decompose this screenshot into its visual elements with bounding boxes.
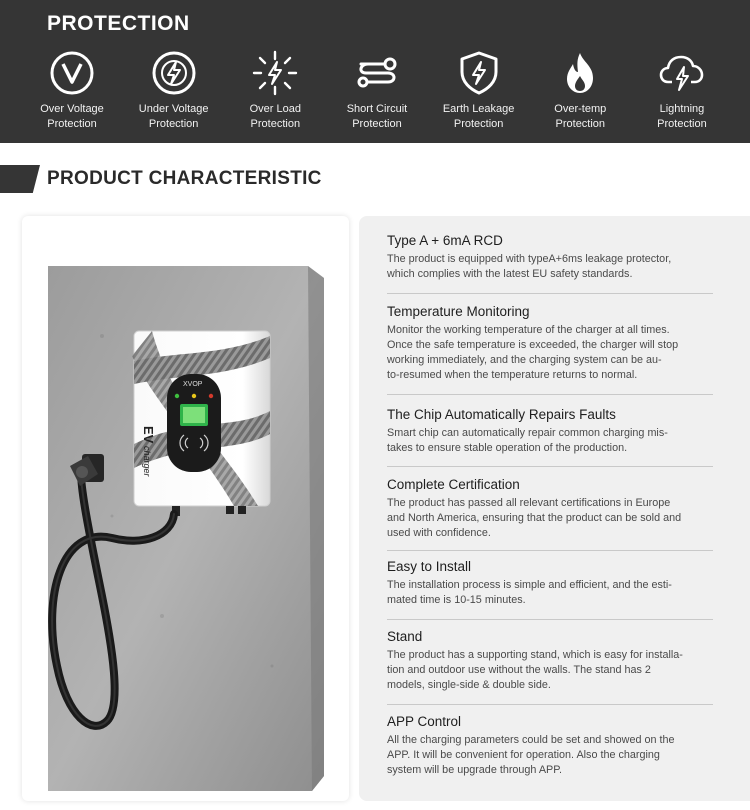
protection-label: Short Circuit — [346, 103, 408, 115]
feature-title: Stand — [387, 629, 423, 644]
characteristics-panel — [359, 216, 750, 801]
feature-certification — [387, 477, 719, 541]
feature-install — [387, 559, 719, 608]
protection-label: Lightning — [659, 103, 705, 115]
feature-description: The product is equipped with typeA+6ms leakage protector, which complies with the latest EU safety standards. — [387, 253, 672, 280]
protection-label: Earth Leakage — [442, 103, 515, 115]
protection-item-short-circuit — [327, 50, 427, 132]
protection-label-sub: Protection — [453, 118, 504, 130]
feature-stand — [387, 629, 719, 693]
over-temp-icon — [557, 50, 603, 96]
protection-label-sub: Protection — [250, 118, 301, 130]
characteristic-title: PRODUCT CHARACTERISTIC — [47, 168, 322, 189]
characteristic-header — [0, 164, 750, 194]
protection-label: Under Voltage — [138, 103, 209, 115]
protection-label: Over-temp — [554, 103, 607, 115]
feature-title: Temperature Monitoring — [387, 304, 530, 319]
feature-description: Monitor the working temperature of the charger at all times. Once the safe temperature is exceeded, the charger will stop working immediately, and the charging system can be au- to-resumed when the temperature returns to normal. — [387, 324, 679, 381]
ev-charger-illustration — [22, 216, 349, 801]
product-image — [22, 216, 349, 801]
feature-app-control — [387, 714, 719, 778]
divider — [387, 293, 713, 294]
brand-logo: XVOP — [183, 381, 203, 388]
protection-label-sub: Protection — [47, 118, 97, 130]
feature-temperature — [387, 304, 719, 383]
divider — [387, 394, 713, 395]
protection-label-sub: Protection — [148, 118, 199, 130]
feature-description: The installation process is simple and efficient, and the esti- mated time is 10-15 minutes. — [387, 579, 672, 606]
feature-description: The product has a supporting stand, which is easy for installa- tion and outdoor use without the walls. The stand has 2 models, single-side & double side. — [387, 649, 683, 691]
protection-label: Over Load — [249, 103, 301, 115]
feature-title: Complete Certification — [387, 477, 520, 492]
protection-list — [22, 50, 732, 132]
protection-label: Over Voltage — [40, 103, 104, 115]
header-tab-decoration — [0, 165, 40, 193]
feature-title: The Chip Automatically Repairs Faults — [387, 407, 616, 422]
feature-rcd — [387, 233, 719, 282]
divider — [387, 466, 713, 467]
protection-item-under-voltage — [124, 50, 224, 132]
feature-title: Easy to Install — [387, 559, 472, 574]
protection-label-sub: Protection — [555, 118, 606, 130]
protection-item-earth-leakage — [429, 50, 529, 132]
feature-description: Smart chip can automatically repair common charging mis- takes to ensure stable operation of the production. — [387, 427, 668, 454]
ev-badge: EV — [141, 426, 156, 444]
divider — [387, 550, 713, 551]
protection-label-sub: Protection — [352, 118, 402, 130]
feature-title: APP Control — [387, 714, 462, 729]
feature-description: The product has passed all relevant certifications in Europe and North America, ensuring that the product can be sold and used with confidence. — [387, 497, 682, 539]
under-voltage-icon — [151, 50, 197, 96]
over-voltage-icon — [49, 50, 95, 96]
ev-badge-sub: charger — [142, 446, 152, 477]
feature-title: Type A + 6mA RCD — [387, 233, 503, 248]
feature-description: All the charging parameters could be set and showed on the APP. It will be convenient for operation. Also the charging system will be upgrade through APP. — [387, 734, 675, 776]
lightning-icon — [659, 50, 705, 96]
over-load-icon — [252, 50, 298, 96]
divider — [387, 704, 713, 705]
short-circuit-icon — [354, 50, 400, 96]
feature-chip-repair — [387, 407, 719, 456]
protection-title: PROTECTION — [47, 12, 190, 35]
charger-body — [132, 331, 270, 516]
protection-section — [0, 0, 750, 143]
protection-label-sub: Protection — [657, 118, 707, 130]
protection-item-lightning — [632, 50, 732, 132]
divider — [387, 619, 713, 620]
protection-item-over-temp — [530, 50, 630, 132]
protection-item-over-load — [225, 50, 325, 132]
earth-leakage-icon — [456, 50, 502, 96]
protection-item-over-voltage — [22, 50, 122, 132]
